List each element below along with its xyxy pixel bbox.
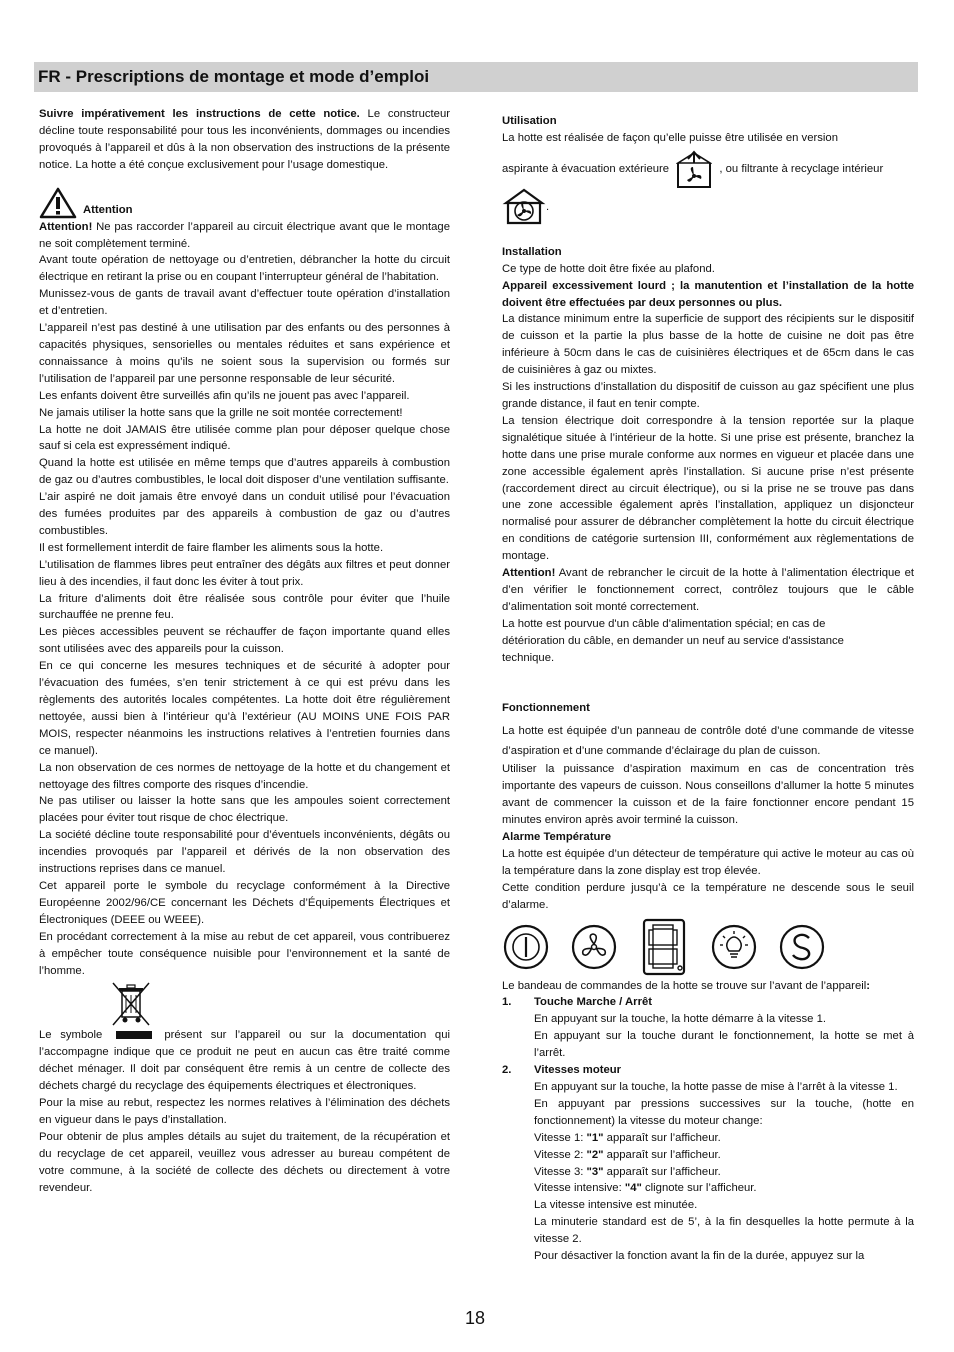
- item-1-title: Touche Marche / Arrêt: [534, 996, 653, 1009]
- left-paragraph: Les pièces accessibles peuvent se réchauffer de façon importante quand elles sont utilisées avec des appareils pour la cuisson.: [39, 626, 450, 656]
- left-paragraph: La hotte ne doit JAMAIS être utilisée comme plan pour déposer quelque chose sauf si cela est expressément indiqué.: [39, 423, 450, 453]
- item-2-end-line: La vitesse intensive est minutée.: [534, 1199, 698, 1212]
- installation-heading: Installation: [502, 245, 562, 258]
- item-1-number: 1.: [502, 996, 512, 1009]
- bandeau-text: Le bandeau de commandes de la hotte se trouve sur l’avant de l’appareil: [502, 979, 867, 992]
- attention-2-paragraph: [502, 565, 914, 616]
- symbole-post: présent sur l’appareil ou sur la documentation qui l’accompagne indique que ce produit ne peut en aucun cas être traité comme déchet ménager. Il doit par conséquent être remis à un centre de collecte des déchets chargé du recyclage des équipements électriques et électroniques.: [39, 1029, 450, 1093]
- utilisation-line-3: [502, 187, 914, 227]
- installation-paragraph: La distance minimum entre la superficie de support des récipients sur le dispositif de cuisson et la partie la plus basse de la hotte de cuisine ne doit pas être inférieure à 50cm dans le cas de cuisinières électriques et de 65cm dans le cas de cuisinières à gaz ou mixtes.: [502, 313, 914, 377]
- left-paragraph: Avant toute opération de nettoyage ou d’entretien, débrancher la hotte du circuit électrique en retirant la prise ou en coupant l’interrupteur général de l’habitation.: [39, 254, 450, 284]
- attention-2-bold: Attention!: [502, 567, 556, 580]
- cable-paragraph: La hotte est pourvue d'un câble d'alimentation spécial; en cas de détérioration du câble, en demander un neuf au service d'assistance technique.: [502, 617, 844, 664]
- speed-value: "4": [624, 1182, 642, 1195]
- weee-symbol-row: [39, 981, 450, 1027]
- black-bar-symbol: [116, 1031, 152, 1039]
- alarme-paragraph: Cette condition perdure jusqu’à ce la température ne descende sous le seuil d’alarme.: [502, 881, 914, 911]
- utilisation-line-2: [502, 149, 914, 189]
- warning-icon: [39, 187, 77, 219]
- right-column: [502, 113, 914, 1265]
- symbole-pre: Le symbole: [39, 1029, 103, 1042]
- left-paragraph: Pour la mise au rebut, respectez les normes relatives à l’élimination des déchets en vigueur dans le pays d’installation.: [39, 1097, 450, 1126]
- spacer: [502, 227, 914, 244]
- item-1-line: En appuyant sur la touche, la hotte démarre à la vitesse 1.: [534, 1013, 827, 1026]
- installation-bold: Appareil excessivement lourd ; la manutention et l’installation de la hotte doivent être effectuées par deux personnes ou plus.: [502, 279, 914, 309]
- speed-line: [502, 1180, 914, 1197]
- attention-paragraph: [39, 219, 450, 253]
- seven-segment-display-icon: [642, 918, 686, 976]
- item-2-heading: [502, 1062, 914, 1079]
- intro-paragraph: [39, 106, 450, 174]
- left-paragraph: Ne jamais utiliser la hotte sans que la grille ne soit montée correctement!: [39, 406, 403, 419]
- intro-bold: Suivre impérativement les instructions de cette notice.: [39, 108, 360, 120]
- utilisation-line-1: La hotte est réalisée de façon qu’elle puisse être utilisée en version: [502, 131, 838, 144]
- speed-note: apparaît sur l’afficheur.: [603, 1131, 721, 1144]
- page-number: 18: [465, 1308, 486, 1328]
- installation-paragraph: Si les instructions d’installation du dispositif de cuisson au gaz spécifient une plus grande distance, il faut en tenir compte.: [502, 381, 914, 410]
- utilisation-line-2b: , ou filtrante à recyclage intérieur: [719, 162, 884, 175]
- speed-label: Vitesse 2:: [534, 1148, 587, 1161]
- utilisation-line-2a: aspirante à évacuation extérieure: [502, 162, 670, 175]
- speed-value: "3": [586, 1165, 604, 1178]
- left-paragraph: En ce qui concerne les mesures techniques et de sécurité à adopter pour l’évacuation des fumées, s’en tenir strictement à ce qui est prévu dans les règlements des autorités locales compétentes. La hotte doit être régulièrement nettoyée, aussi bien à l’intérieur qu’à l’extérieur (AU MOINS UNE FOIS PAR MOIS, respecter néanmoins les instructions relatives à l’entretien fournies dans ce manuel).: [39, 660, 450, 757]
- utilisation-heading: Utilisation: [502, 115, 557, 127]
- attention-bold: Attention!: [39, 220, 93, 233]
- speed-note: apparaît sur l’afficheur.: [603, 1148, 721, 1161]
- left-paragraph: Pour obtenir de plus amples détails au sujet du traitement, de la récupération et du recyclage de cet appareil, veuillez vous adresser au bureau compétent de votre commune, à la société de collecte des déchets ou directement à votre revendeur.: [39, 1130, 450, 1194]
- installation-line: Ce type de hotte doit être fixée au plafond.: [502, 262, 715, 275]
- left-paragraph: L’air aspiré ne doit jamais être envoyé dans un conduit utilisé pour l’évacuation des fumées produites par des appareils à combustion de gaz ou d’autres combustibles.: [39, 491, 450, 537]
- symbole-paragraph: [39, 1027, 450, 1095]
- installation-paragraph: La tension électrique doit correspondre à la tension reportée sur la plaque signalétique située à l’intérieur de la hotte. Si une prise est présente, branchez la hotte dans une prise murale conforme aux normes en vigueur et placée dans une zone accessible également après l’installation. Si aucune prise n’est présente (raccordement direct au circuit électrique), ou si la prise ne se trouve pas dans une zone accessible également après l’installation, appliquez un disjoncteur normalisé pour assurer de débrancher complètement la hotte du circuit électrique en conditions de catégorie surtension III, conformément aux règlementations de montage.: [502, 414, 914, 563]
- alarme-paragraph: La hotte est équipée d’un détecteur de température qui active le moteur au cas où la température dans la zone display est trop élevée.: [502, 847, 914, 877]
- left-paragraph: Munissez-vous de gants de travail avant d’effectuer toute opération d’installation et d’entretien.: [39, 288, 450, 318]
- speed-label: Vitesse 3:: [534, 1165, 587, 1178]
- left-paragraph: La friture d’aliments doit être réalisée sous contrôle pour éviter que l’huile surchauffée ne prenne feu.: [39, 592, 450, 622]
- speed-value: "1": [586, 1131, 604, 1144]
- item-2-number: 2.: [502, 1064, 512, 1077]
- speed-line: [502, 1130, 914, 1147]
- light-button-icon[interactable]: [710, 923, 758, 971]
- left-paragraph: Il est formellement interdit de faire flamber les aliments sous la hotte.: [39, 541, 384, 554]
- left-paragraph: La non observation de ces normes de nettoyage de la hotte et du changement et nettoyage des filtres comporte des risques d’incendie.: [39, 761, 450, 791]
- left-paragraph: Cet appareil porte le symbole du recyclage conformément à la Directive Européenne 2002/96/CE concernant les Déchets d’Équipements Électriques et Électroniques (DEEE ou WEEE).: [39, 879, 450, 926]
- intro-rest: Le constructeur décline toute responsabilité pour tous les inconvénients, dommages ou incendies provoqués à l’appareil et dûs à la non observation des instructions de la présente notice. La hotte a été conçue exclusivement pour l’usage domestique.: [39, 108, 450, 171]
- attention-heading: Attention: [83, 203, 133, 216]
- left-paragraph: La société décline toute responsabilité pour d’éventuels inconvénients, dégâts ou incendies provoqués par l’appareil et dérivés de la non observation des instructions reprises dans ce manuel.: [39, 829, 450, 876]
- left-paragraph: Quand la hotte est utilisée en même temps que d’autres appareils à combustion de gaz ou d’autres combustibles, le local doit disposer d’une ventilation suffisante.: [39, 457, 450, 487]
- attention-heading-row: [39, 187, 450, 219]
- left-paragraph: L’appareil n’est pas destiné à une utilisation par des enfants ou des personnes à capacités physiques, sensorielles ou mentales réduites et sans expérience et connaissance à moins qu’ils ne soient sous la supervision ou formés sur l’utilisation de l’appareil par une personne responsable de leur sécurité.: [39, 322, 450, 385]
- speed-note: apparaît sur l’afficheur.: [603, 1165, 721, 1178]
- power-button-icon[interactable]: [502, 923, 550, 971]
- timer-s-button-icon[interactable]: [778, 923, 826, 971]
- crossed-bin-icon: [109, 981, 153, 1027]
- spacer: [502, 666, 914, 700]
- item-2-line: En appuyant sur la touche, la hotte passe de mise à l’arrêt à la vitesse 1.: [534, 1080, 898, 1093]
- attention-2-rest: Avant de rebrancher le circuit de la hotte à l’alimentation électrique et d’en vérifier le fonctionnement correct, contrôlez toujours que le câble d’alimentation soit monté correctement.: [502, 567, 914, 613]
- left-paragraph: Ne pas utiliser ou laisser la hotte sans que les ampoules soient correctement placées pour éviter tout risque de choc électrique.: [39, 795, 450, 825]
- speed-label: Vitesse intensive:: [534, 1182, 625, 1195]
- page-title: FR - Prescriptions de montage et mode d’emploi: [38, 67, 430, 86]
- bandeau-colon: :: [866, 979, 871, 992]
- utilisation-end: .: [546, 200, 550, 213]
- left-paragraph: En procédant correctement à la mise au rebut de cet appareil, vous contribuerez à empêcher toute conséquence nuisible pour l’environnement et la santé de l’homme.: [39, 930, 450, 977]
- item-2-end-line: La minuterie standard est de 5’, à la fin desquelles la hotte permute à la vitesse 2.: [534, 1216, 914, 1246]
- item-1-heading: [502, 994, 914, 1011]
- item-2-line: En appuyant par pressions successives sur la touche, (hotte en fonctionnement) la vitesse du moteur change:: [534, 1097, 914, 1127]
- left-column: [39, 106, 450, 1196]
- speed-line: [502, 1164, 914, 1181]
- speed-value: "2": [586, 1148, 604, 1161]
- attention-rest: Ne pas raccorder l’appareil au circuit électrique avant que le montage ne soit complètement terminé.: [39, 220, 450, 250]
- fonctionnement-paragraph: La hotte est équipée d’un panneau de contrôle doté d’une commande de vitesse d’aspiration et d’une commande d’éclairage du plan de cuisson.: [502, 725, 914, 758]
- speed-note: clignote sur l’afficheur.: [641, 1182, 757, 1195]
- header-bar: [34, 62, 918, 92]
- left-paragraph: Les enfants doivent être surveillés afin qu’ils ne jouent pas avec l’appareil.: [39, 389, 410, 402]
- fonctionnement-heading: Fonctionnement: [502, 702, 590, 715]
- item-2-end-line: Pour désactiver la fonction avant la fin de la durée, appuyez sur la: [534, 1250, 865, 1263]
- left-paragraph: L’utilisation de flammes libres peut entraîner des dégâts aux filtres et peut donner lieu à des incendies, il faut donc les éviter à tout prix.: [39, 558, 450, 588]
- control-panel-icons: [502, 916, 914, 978]
- bandeau-paragraph: [502, 978, 914, 995]
- speed-label: Vitesse 1:: [534, 1131, 587, 1144]
- alarme-heading: Alarme Température: [502, 831, 612, 843]
- item-1-line: En appuyant sur la touche durant le fonctionnement, la hotte se met à l’arrêt.: [534, 1030, 914, 1060]
- fonctionnement-paragraph: Utiliser la puissance d’aspiration maximum en cas de concentration très importante des vapeurs de cuisson. Nous conseillons d’allumer la hotte 5 minutes avant de commencer la cuisson et de la faire fonctionner encore pendant 15 minutes environ après avoir terminé la cuisson.: [502, 763, 914, 827]
- speed-line: [502, 1147, 914, 1164]
- recirculation-house-icon: [502, 187, 546, 227]
- item-2-title: Vitesses moteur: [534, 1064, 622, 1077]
- extraction-house-icon: [676, 149, 712, 189]
- fan-speed-button-icon[interactable]: [570, 923, 618, 971]
